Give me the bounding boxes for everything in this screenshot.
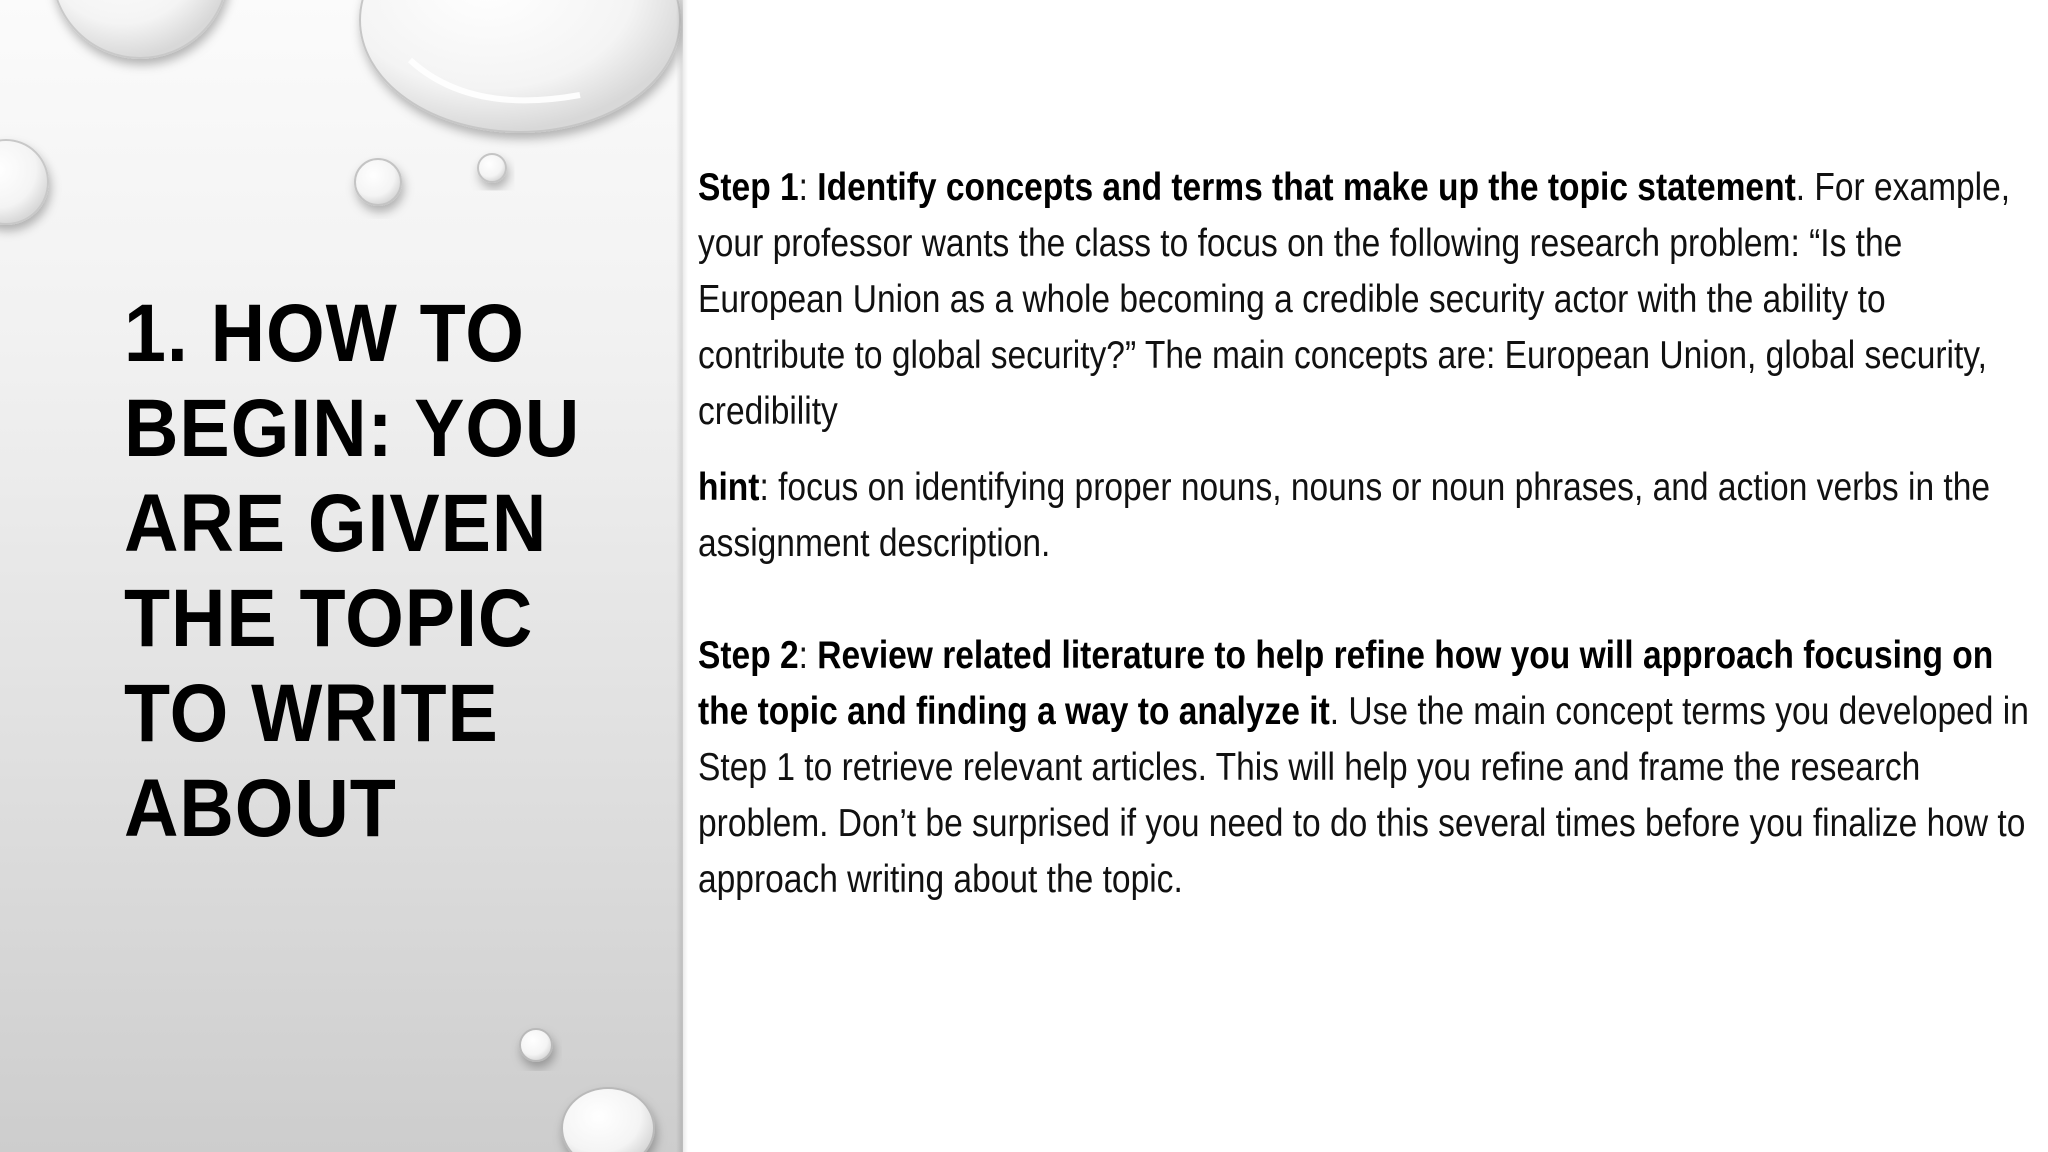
water-drop <box>562 1088 654 1152</box>
hint-label: hint <box>698 466 760 509</box>
slide-body <box>698 160 2034 908</box>
step-1-paragraph <box>698 160 2034 440</box>
step-2-paragraph <box>698 628 2034 908</box>
step-2-separator: : <box>798 634 818 677</box>
panel-divider <box>676 0 688 1152</box>
water-drop <box>478 154 506 182</box>
water-drop <box>52 0 228 58</box>
step-1-separator: : <box>798 166 818 209</box>
step-2-body: . Use the main concept terms you developed in Step 1 to retrieve relevant articles. This will help you refine and frame the research problem. Don’t be surprised if you need to do this several times before you finalize how to approach writing about the topic. <box>698 690 2029 901</box>
title-panel <box>0 0 683 1152</box>
water-drop <box>360 0 680 132</box>
spacer <box>698 572 2034 628</box>
step-2-heading: Review related literature to help refine how you will approach focusing on the topic and finding a way to analyze it <box>698 634 1994 733</box>
hint-body: : focus on identifying proper nouns, nouns or noun phrases, and action verbs in the assignment description. <box>698 466 1991 565</box>
water-drop <box>355 159 401 205</box>
step-1-heading: Identify concepts and terms that make up the topic statement <box>817 166 1796 209</box>
water-drop <box>520 1029 552 1061</box>
slide-title: 1. HOW TO BEGIN: YOU ARE GIVEN THE TOPIC TO WRITE ABOUT <box>124 288 581 854</box>
spacer <box>698 440 2034 460</box>
step-1-body: . For example, your professor wants the class to focus on the following research problem: “Is the European Union as a whole becoming a credible security actor with the ability to contribute to global security?” The main concepts are: European Union, global security, credibility <box>698 166 2011 433</box>
hint-paragraph <box>698 460 2034 572</box>
step-2-label: Step 2 <box>698 634 799 677</box>
water-drop <box>0 140 48 224</box>
step-1-label: Step 1 <box>698 166 799 209</box>
